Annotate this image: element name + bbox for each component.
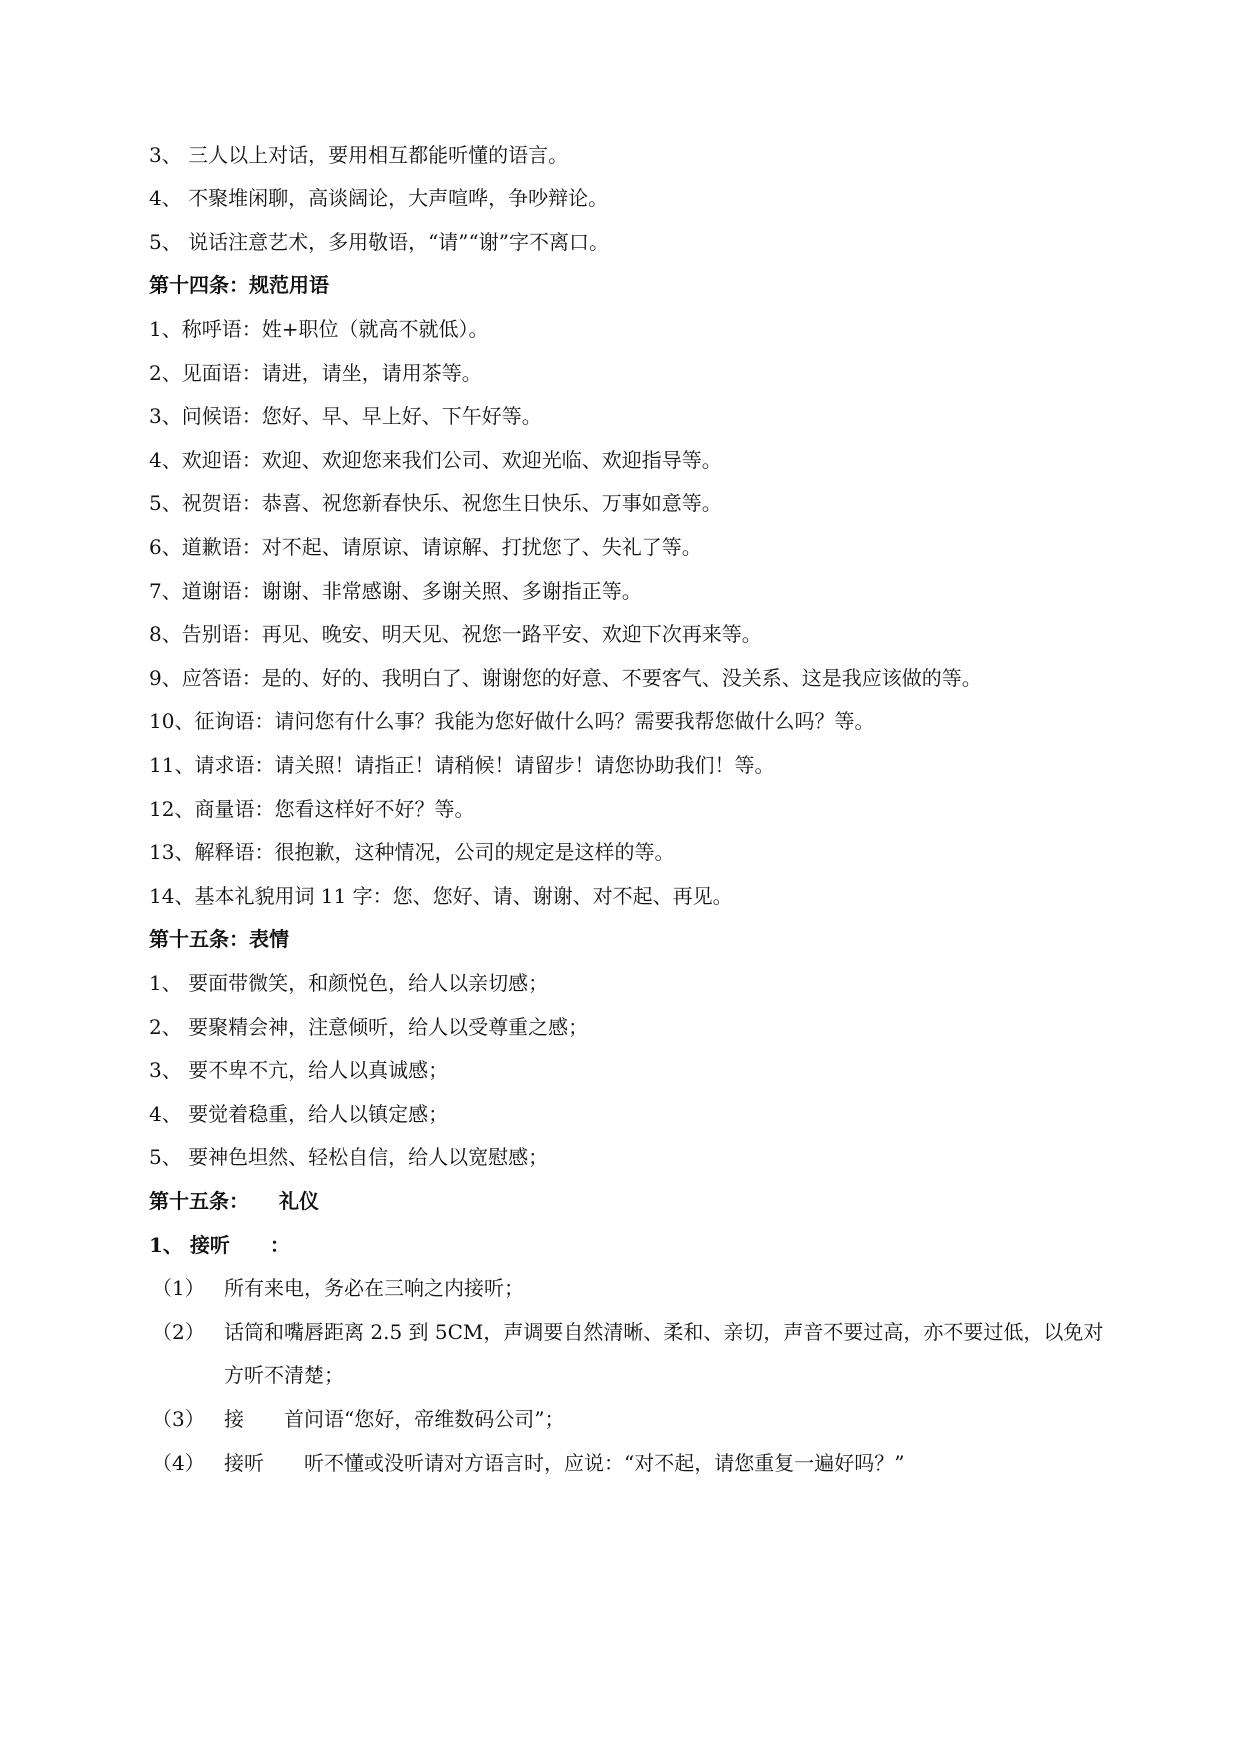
sub-list-continuation: 方听不清楚； xyxy=(224,1363,344,1387)
list-item: 5、 要神色坦然、轻松自信，给人以宽慰感； xyxy=(149,1145,549,1169)
list-item: 2、 要聚精会神，注意倾听，给人以受尊重之感； xyxy=(149,1015,589,1039)
list-item: 1、 要面带微笑，和颜悦色，给人以亲切感； xyxy=(149,971,549,995)
list-item: 12、商量语：您看这样好不好？等。 xyxy=(149,797,475,821)
sub-list-item xyxy=(152,1274,524,1302)
section-heading-14: 第十四条：规范用语 xyxy=(149,273,329,297)
sub-list-number: （4） xyxy=(152,1451,205,1475)
sub-list-text: 话筒和嘴唇距离 2.5 到 5CM，声调要自然清晰、柔和、亲切，声音不要过高，亦不要过低，以免对 xyxy=(224,1320,1104,1344)
list-item: 14、基本礼貌用词 11 字：您、您好、请、谢谢、对不起、再见。 xyxy=(149,884,733,908)
list-item: 3、问候语：您好、早、早上好、下午好等。 xyxy=(149,404,542,428)
paragraph: 3、 三人以上对话，要用相互都能听懂的语言。 xyxy=(149,143,569,167)
sub-list-item xyxy=(152,1405,564,1433)
subheading-answer: 1、 接听 ： xyxy=(149,1233,290,1257)
list-item: 1、称呼语：姓+职位（就高不就低）。 xyxy=(149,317,489,341)
sub-list-number: （3） xyxy=(152,1407,205,1431)
section-heading-15-expression: 第十五条：表情 xyxy=(149,927,289,951)
sub-list-text: 接听 听不懂或没听请对方语言时，应说：“对不起，请您重复一遍好吗？” xyxy=(224,1451,905,1475)
sub-list-number: （1） xyxy=(152,1276,205,1300)
sub-list-item xyxy=(152,1318,1103,1346)
sub-list-number: （2） xyxy=(152,1320,205,1344)
sub-list-text: 接 首问语“您好，帝维数码公司”； xyxy=(224,1407,565,1431)
list-item: 5、祝贺语：恭喜、祝您新春快乐、祝您生日快乐、万事如意等。 xyxy=(149,491,722,515)
sub-list-item xyxy=(152,1449,904,1477)
list-item: 2、见面语：请进，请坐，请用茶等。 xyxy=(149,361,482,385)
paragraph: 5、 说话注意艺术，多用敬语，“请”“谢”字不离口。 xyxy=(149,230,609,254)
list-item: 4、 要觉着稳重，给人以镇定感； xyxy=(149,1102,449,1126)
list-item: 9、应答语：是的、好的、我明白了、谢谢您的好意、不要客气、没关系、这是我应该做的等。 xyxy=(149,666,982,690)
paragraph: 4、 不聚堆闲聊，高谈阔论，大声喧哗，争吵辩论。 xyxy=(149,186,609,210)
list-item: 8、告别语：再见、晚安、明天见、祝您一路平安、欢迎下次再来等。 xyxy=(149,622,762,646)
list-item: 7、道谢语：谢谢、非常感谢、多谢关照、多谢指正等。 xyxy=(149,579,642,603)
list-item: 4、欢迎语：欢迎、欢迎您来我们公司、欢迎光临、欢迎指导等。 xyxy=(149,448,722,472)
list-item: 6、道歉语：对不起、请原谅、请谅解、打扰您了、失礼了等。 xyxy=(149,535,702,559)
list-item: 3、 要不卑不亢，给人以真诚感； xyxy=(149,1058,449,1082)
section-heading-15-etiquette: 第十五条： 礼仪 xyxy=(149,1189,319,1213)
list-item: 10、征询语：请问您有什么事？我能为您好做什么吗？需要我帮您做什么吗？等。 xyxy=(149,709,875,733)
list-item: 13、解释语：很抱歉，这种情况，公司的规定是这样的等。 xyxy=(149,840,675,864)
list-item: 11、请求语：请关照！请指正！请稍候！请留步！请您协助我们！等。 xyxy=(149,753,775,777)
sub-list-text: 所有来电，务必在三响之内接听； xyxy=(224,1276,524,1300)
